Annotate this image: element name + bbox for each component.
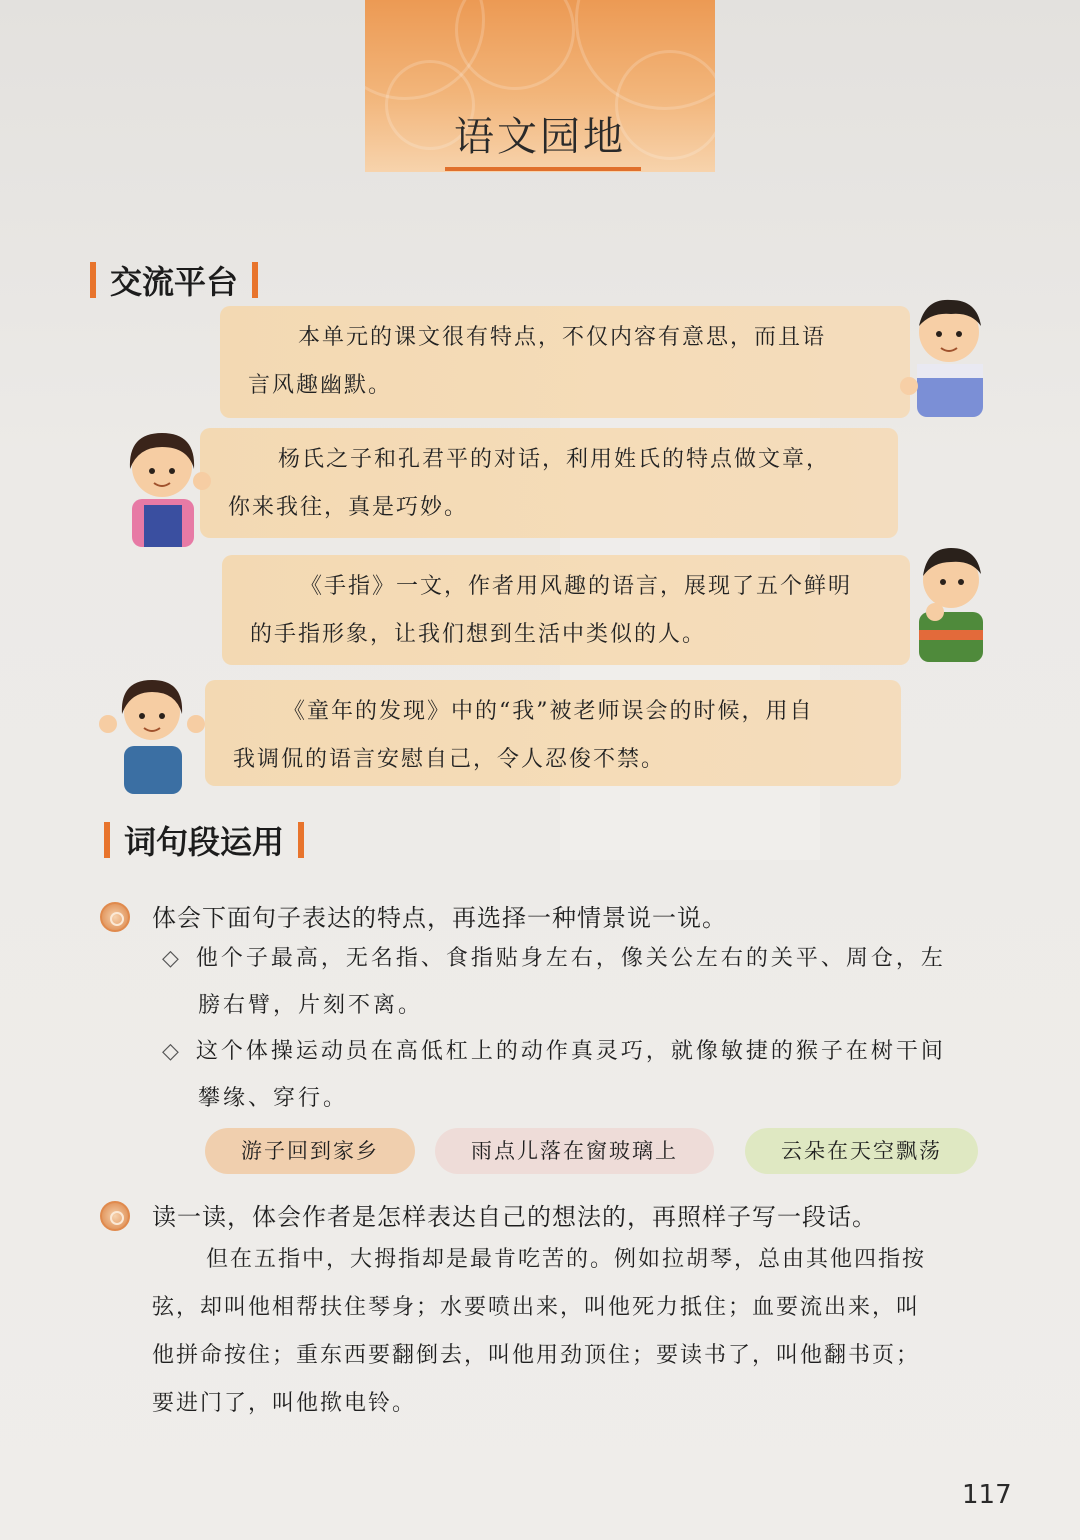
heading-bar [104,822,110,858]
exercise-1 [100,898,727,933]
exercise-prompt: 读一读，体会作者是怎样表达自己的想法的，再照样子写一段话。 [152,1203,877,1231]
speech-bubble-3 [222,555,910,665]
heading-bar [90,262,96,298]
bubble-text: 杨氏之子和孔君平的对话，利用姓氏的特点做文章， [278,447,831,472]
paragraph-line: 但在五指中，大拇指却是最肯吃苦的。例如拉胡琴，总由其他四指按 [206,1247,927,1272]
section-heading-exchange [90,258,258,302]
example-sentence-2 [162,1028,1002,1122]
page-number: 117 [962,1480,1012,1510]
section-title: 词句段运用 [124,823,285,861]
paragraph-line: 他拼命按住；重东西要翻倒去，叫他用劲顶住；要读书了，叫他翻书页； [152,1343,921,1368]
heading-bar [298,822,304,858]
speech-bubble-4 [205,680,901,786]
exercise-icon [100,902,130,932]
exercise-icon [100,1201,130,1231]
exercise-prompt: 体会下面句子表达的特点，再选择一种情景说一说。 [152,904,727,932]
sample-paragraph [152,1236,1002,1428]
bubble-text: 《童年的发现》中的“我”被老师误会的时候，用自 [283,699,814,724]
paragraph-line: 弦，却叫他相帮扶住琴身；水要喷出来，叫他死力抵住；血要流出来，叫 [152,1295,921,1320]
example-sentence-1 [162,935,1002,1029]
page-title: 语文园地 [454,114,626,160]
bubble-text: 的手指形象，让我们想到生活中类似的人。 [250,622,707,647]
paragraph-line: 要进门了，叫他揿电铃。 [152,1391,417,1416]
sentence-text: 这个体操运动员在高低杠上的动作真灵巧，就像敏捷的猴子在树干间 [195,1039,946,1064]
bubble-text: 你来我往，真是巧妙。 [228,495,469,520]
girl-avatar-1 [104,425,219,547]
scenario-tag-3: 云朵在天空飘荡 [745,1128,978,1174]
sentence-text: 膀右臂，片刻不离。 [198,993,424,1018]
diamond-bullet-icon: ◇ [162,1039,182,1064]
boy-avatar-2 [905,538,995,662]
scenario-tag-2: 雨点儿落在窗玻璃上 [435,1128,714,1174]
bubble-text: 我调侃的语言安慰自己，令人忍俊不禁。 [233,747,666,772]
bubble-text: 本单元的课文很有特点，不仅内容有意思，而且语 [298,325,827,350]
boy-avatar-1 [895,292,1005,417]
bubble-text: 言风趣幽默。 [248,373,393,398]
section-title: 交流平台 [110,263,239,301]
girl-avatar-2 [96,672,208,794]
diamond-bullet-icon: ◇ [162,946,182,971]
scenario-tag-1: 游子回到家乡 [205,1128,415,1174]
title-underline [445,167,641,171]
header-banner [365,0,715,172]
bubble-text: 《手指》一文，作者用风趣的语言，展现了五个鲜明 [300,574,853,599]
sentence-text: 他个子最高，无名指、食指贴身左右，像关公左右的关平、周仓，左 [195,946,946,971]
section-heading-usage [104,818,304,862]
heading-bar [252,262,258,298]
exercise-2 [100,1197,877,1232]
sentence-text: 攀缘、穿行。 [198,1086,349,1111]
speech-bubble-2 [200,428,898,538]
speech-bubble-1 [220,306,910,418]
